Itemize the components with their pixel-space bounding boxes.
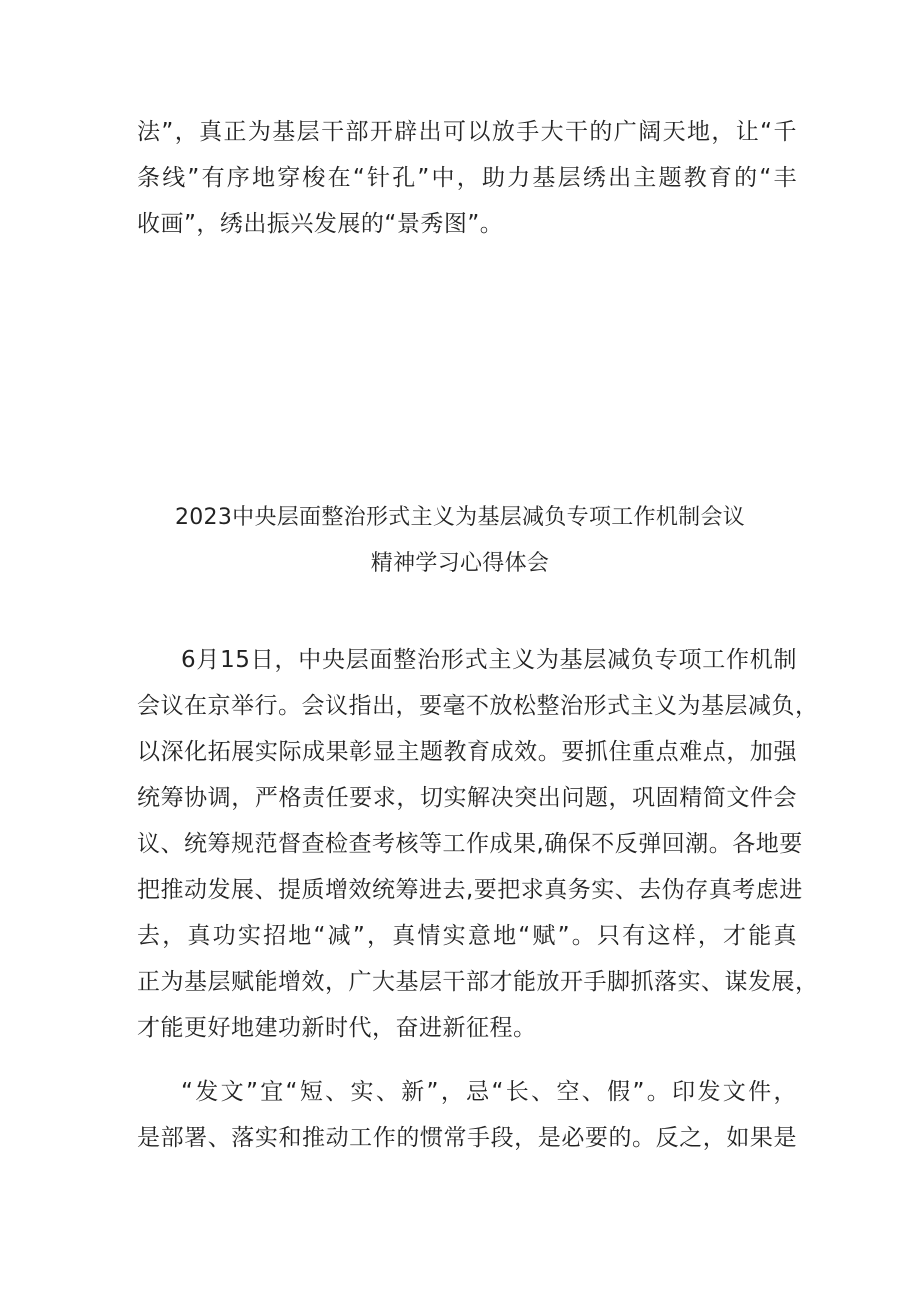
paragraph2-line-2: 是部署、落实和推动工作的惯常手段，是必要的。反之，如果是 [137, 1125, 797, 1151]
continuation-line-2: 条线”有序地穿梭在“针孔”中，助力基层绣出主题教育的“丰 [137, 165, 797, 191]
paragraph1-line-1: 6月15日，中央层面整治形式主义为基层减负专项工作机制 [181, 647, 797, 673]
paragraph1-line-9: 才能更好地建功新时代，奋进新征程。 [137, 1015, 537, 1041]
paragraph1-line-8: 正为基层赋能增效，广大基层干部才能放开手脚抓落实、谋发展， [137, 969, 819, 995]
paragraph1-line-6: 把推动发展、提质增效统筹进去,要把求真务实、去伪存真考虑进 [137, 877, 803, 903]
continuation-line-1: 法”，真正为基层干部开辟出可以放手大干的广阔天地，让“千 [137, 119, 797, 145]
document-title-line-2: 精神学习心得体会 [370, 551, 550, 576]
paragraph1-line-3: 以深化拓展实际成果彰显主题教育成效。要抓住重点难点，加强 [137, 739, 797, 765]
paragraph1-line-2: 会议在京举行。会议指出，要毫不放松整治形式主义为基层减负， [137, 693, 819, 719]
document-title-line-1: 2023中央层面整治形式主义为基层减负专项工作机制会议 [174, 505, 746, 530]
continuation-line-3: 收画”，绣出振兴发展的“景秀图”。 [137, 211, 504, 237]
paragraph1-line-4: 统筹协调，严格责任要求，切实解决突出问题，巩固精简文件会 [137, 785, 797, 811]
paragraph1-line-5: 议、统筹规范督查检查考核等工作成果,确保不反弹回潮。各地要 [137, 831, 803, 857]
paragraph1-line-7: 去，真功实招地“减”，真情实意地“赋”。只有这样，才能真 [137, 923, 797, 949]
paragraph2-line-1: “发文”宜“短、实、新”，忌“长、空、假”。印发文件， [181, 1079, 797, 1105]
